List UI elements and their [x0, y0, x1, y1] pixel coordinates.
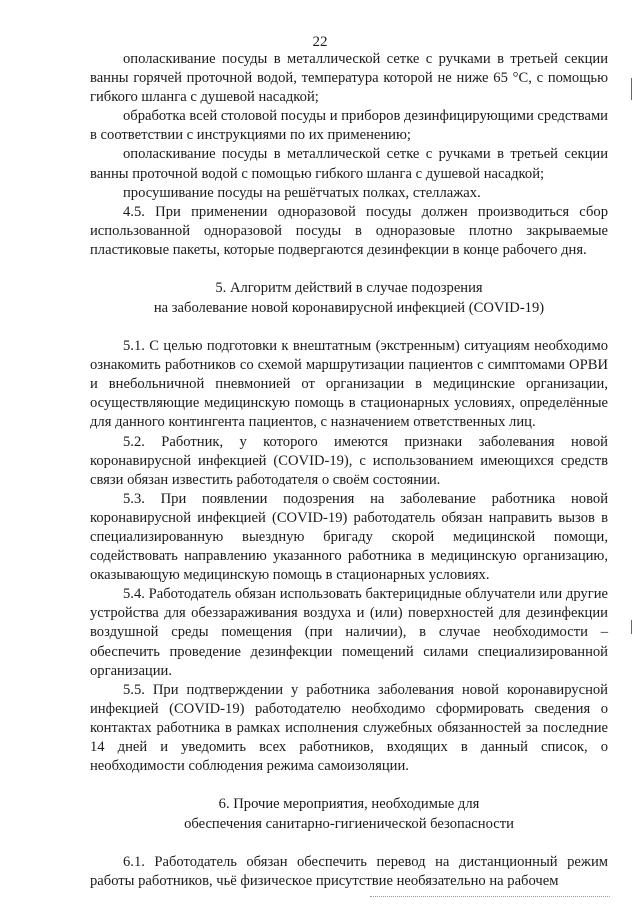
paragraph-6-1: 6.1. Работодатель обязан обеспечить перевод на дистанционный режим работы работников, чьё физическое присутствие необязательно на рабочем	[90, 854, 608, 890]
section-5-heading-line-1: 5. Алгоритм действий в случае подозрения	[215, 280, 483, 297]
section-6-heading-line-1: 6. Прочие мероприятия, необходимые для	[218, 796, 480, 813]
paragraph-rinse-hot: ополаскивание посуды в металлической сетке с ручками в третьей секции ванны горячей проточной водой, температура которой не ниже 65 °С, с помощью гибкого шланга с душевой насадкой;	[90, 51, 608, 106]
scan-bottom-artifact	[370, 896, 610, 899]
scan-margin-mark	[631, 78, 632, 100]
page-number: 22	[312, 34, 328, 50]
paragraph-disinfect: обработка всей столовой посуды и приборов дезинфицирующими средствами в соответствии с инструкциями по их применению;	[90, 108, 608, 144]
page-content	[90, 50, 608, 891]
paragraph-5-5: 5.5. При подтверждении у работника заболевания новой коронавирусной инфекцией (COVID-19) работодателю необходимо сформировать сведения о контактах работника в рамках исполнения служебных обязанностей за последние 14 дней и уведомить всех работников, входящих в данный список, о необходимости соблюдения режима самоизоляции.	[90, 681, 608, 775]
paragraph-5-2: 5.2. Работник, у которого имеются признаки заболевания новой коронавирусной инфекцией (COVID-19), с использованием имеющихся средств связи обязан известить работодателя о своём состоянии.	[90, 433, 608, 488]
section-5-heading-line-2: на заболевание новой коронавирусной инфекцией (COVID-19)	[153, 299, 545, 316]
paragraph-5-3: 5.3. При появлении подозрения на заболевание работника новой коронавирусной инфекцией (COVID-19) работодатель обязан направить вызов в специализированную выездную бригаду скорой медицинской помощи, содействовать направлению указанного работника в медицинскую организацию, оказывающую медицинскую помощь в стационарных условиях.	[90, 490, 608, 584]
paragraph-dry: просушивание посуды на решётчатых полках, стеллажах.	[123, 184, 481, 201]
section-6-heading-line-2: обеспечения санитарно-гигиенической безопасности	[184, 815, 514, 832]
paragraph-5-1: 5.1. С целью подготовки к внештатным (экстренным) ситуациям необходимо ознакомить работников со схемой маршрутизации пациентов с симптомами ОРВИ и внебольничной пневмонией от организации в медицинские организации, осуществляющие медицинскую помощь в стационарных условиях, определённые для данного контингента пациентов, с назначением ответственных лиц.	[90, 338, 608, 431]
paragraph-4-5: 4.5. При применении одноразовой посуды должен производиться сбор использованной одноразовой посуды в одноразовые плотно закрываемые пластиковые пакеты, которые подвергаются дезинфекции в конце рабочего дня.	[90, 203, 608, 258]
paragraph-5-4: 5.4. Работодатель обязан использовать бактерицидные облучатели или другие устройства для обеззараживания воздуха и (или) поверхностей для дезинфекции воздушной среды помещения (при наличии), в случае необходимости – обеспечить проведение дезинфекции помещений силами специализированной организации.	[90, 586, 608, 679]
scan-margin-mark	[631, 620, 632, 634]
paragraph-rinse-running: ополаскивание посуды в металлической сетке с ручками в третьей секции ванны проточной водой с помощью гибкого шланга с душевой насадкой;	[90, 146, 608, 182]
